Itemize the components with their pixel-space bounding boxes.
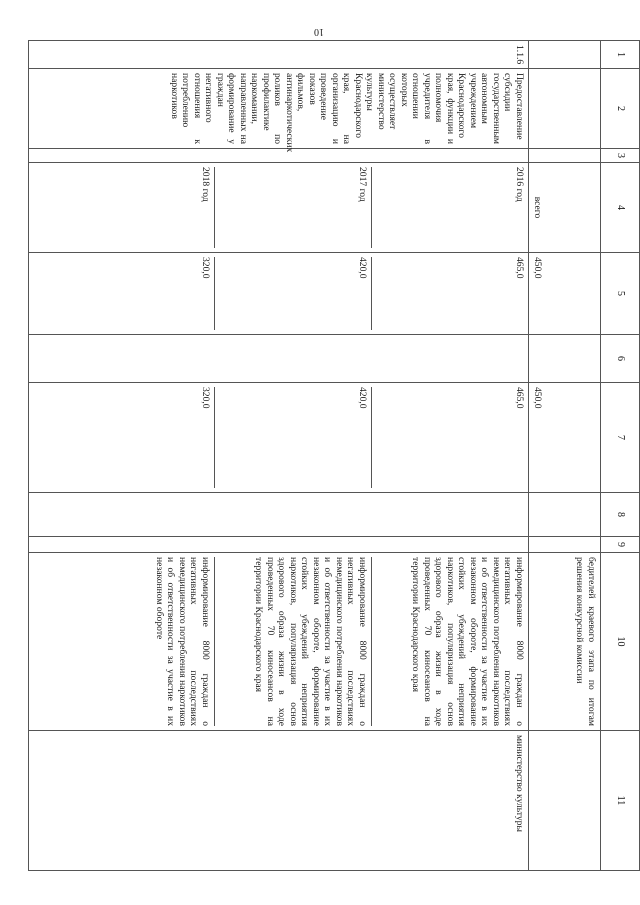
carry-total-col5: 450,0 xyxy=(529,253,601,335)
row-description: Предоставление субсидии государственным автономным учреждением Краснодарского края, функции и полномочия учредителя в отношении которых осуществляет министерство культуры Краснодарского края, на организацию и проведение показов фильмов, антинаркотических роликов по профилактике наркомании, направленных на формирование у граждан негативного отношения к потреблению наркотиков xyxy=(29,69,529,149)
carry-total-col7: 450,0 xyxy=(529,383,601,493)
regional-2017: 420,0 xyxy=(214,387,368,488)
year-2017: 2017 год xyxy=(214,167,368,248)
carry-total-label: всего xyxy=(529,163,601,253)
carry-over-row xyxy=(529,41,601,871)
program-table xyxy=(28,40,640,871)
page-number: 10 xyxy=(314,26,324,37)
col-header-9: 9 xyxy=(601,537,640,553)
row-number: 1.1.6 xyxy=(29,41,529,69)
totals-cell xyxy=(29,253,529,335)
total-2018: 320,0 xyxy=(200,257,211,279)
rotated-table-wrapper xyxy=(28,40,640,870)
carry-result-text: бедителей краевого этапа по итогам решения конкурсной комиссии xyxy=(529,553,601,731)
result-2018: информирование 8000 граждан о негативных последствиях немедицинского потребления наркотиков и об ответственности за участие в их незаконном обороте xyxy=(154,557,211,726)
result-2017: информирование 8000 граждан о негативных последствиях немедицинского потребления наркотиков и об ответственности за участие в их незаконном обороте, формирование стойких убеждений неприятия наркотиков, популяризация основ здорового образа жизни в ходе проведенных 70 киносеансов на территории Краснодарского края xyxy=(214,557,368,726)
regional-cell xyxy=(29,383,529,493)
year-2016: 2016 год xyxy=(371,167,525,248)
table-row xyxy=(29,41,529,871)
col-header-4: 4 xyxy=(601,163,640,253)
row-executor: министерство культуры xyxy=(29,731,529,871)
total-2017: 420,0 xyxy=(214,257,368,330)
result-2016: информирование 8000 граждан о негативных последствиях немедицинского потребления наркотиков и об ответственности за участие в их незаконном обороте, формирование стойких убеждений неприятия наркотиков, популяризация основ здорового образа жизни в ходе проведенных 70 киносеансов на территории Краснодарского края xyxy=(371,557,525,726)
col-header-5: 5 xyxy=(601,253,640,335)
total-2016: 465,0 xyxy=(371,257,525,330)
regional-2018: 320,0 xyxy=(200,387,211,409)
year-2018: 2018 год xyxy=(200,167,211,202)
years-cell xyxy=(29,163,529,253)
col-header-10: 10 xyxy=(601,553,640,731)
column-number-row xyxy=(601,41,640,871)
col-header-11: 11 xyxy=(601,731,640,871)
col-header-7: 7 xyxy=(601,383,640,493)
col-header-2: 2 xyxy=(601,69,640,149)
col-header-6: 6 xyxy=(601,335,640,383)
col-header-1: 1 xyxy=(601,41,640,69)
regional-2016: 465,0 xyxy=(371,387,525,488)
col-header-8: 8 xyxy=(601,493,640,537)
results-cell xyxy=(29,553,529,731)
col-header-3: 3 xyxy=(601,149,640,163)
